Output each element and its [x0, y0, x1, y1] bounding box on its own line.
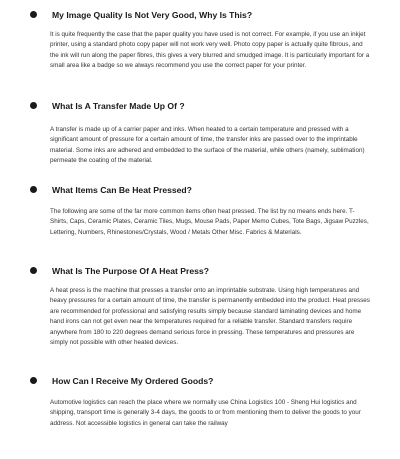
bullet-icon — [30, 267, 37, 274]
bullet-icon — [30, 186, 37, 193]
bullet-icon — [30, 11, 37, 18]
faq-answer: A transfer is made up of a carrier paper and inks. When heated to a certain temperature and pressed with a significant amount of pressure for a certain amount of time, the transfer inks are passed over to the imprintable material. Some inks are adhered and embedded to the surface of the material, while others (namely, sublimation) permeate the coating of the material. — [50, 126, 365, 165]
faq-question: How Can I Receive My Ordered Goods? — [52, 376, 214, 386]
faq-question: What Is A Transfer Made Up Of ? — [52, 101, 185, 111]
faq-question-row[interactable] — [0, 99, 400, 113]
bullet-icon — [30, 377, 37, 384]
faq-item — [0, 264, 400, 347]
faq-question: My Image Quality Is Not Very Good, Why Is This? — [52, 10, 253, 20]
faq-answer: A heat press is the machine that presses a transfer onto an imprintable substrate. Using high temperatures and heavy pressures for a certain amount of time, the transfer is permanently embedded into the product. Heat presses are recommended for professional and satisfying results simply because standard laminating devices and home hand irons can not get even near the temperatures required for a reliable transfer. Standard transfers require anywhere from 180 to 220 degrees demand serious force in pressing. These temperatures and pressures are simply not possible with other heated devices. — [50, 287, 370, 347]
faq-answer: Automotive logistics can reach the place where we normally use China Logistics 100 - Sheng Hui logistics and shipping, transport time is generally 3-4 days, the goods to or from mentioning them to deliver the goods to your address. Not accessible logistics in general can take the railway — [50, 399, 361, 427]
bullet-icon — [30, 102, 37, 109]
faq-question: What Is The Purpose Of A Heat Press? — [52, 266, 209, 276]
faq-answer: The following are some of the far more common items often heat pressed. The list by no means ends here. T-Shirts, Caps, Ceramic Plates, Ceramic Tiles, Mugs, Mouse Pads, Paper Memo Cubes, Tote Bags, Jigsaw Puzzles, Lettering, Numbers, Rhinestones/Crystals, Wood / Metals Other Misc. Fabrics & Materials. — [50, 208, 369, 236]
faq-question-row[interactable] — [0, 183, 400, 197]
faq-question-row[interactable] — [0, 8, 400, 22]
faq-answer: It is quite frequently the case that the paper quality you have used is not correct. For example, if you use an inkjet printer, using a standard photo copy paper will not work very well. Photo copy paper is actually quite fibrous, and the ink will run along the paper fibres, this gives a very blurred and smudged image. It is particularly important for a small area like a badge so we always recommend you use the correct paper for your printer. — [50, 31, 370, 70]
faq-question-row[interactable] — [0, 264, 400, 278]
faq-item — [0, 99, 400, 165]
faq-question-row[interactable] — [0, 374, 400, 388]
faq-item — [0, 183, 400, 236]
faq-question: What Items Can Be Heat Pressed? — [52, 185, 192, 195]
faq-item — [0, 374, 400, 427]
faq-item — [0, 8, 400, 70]
